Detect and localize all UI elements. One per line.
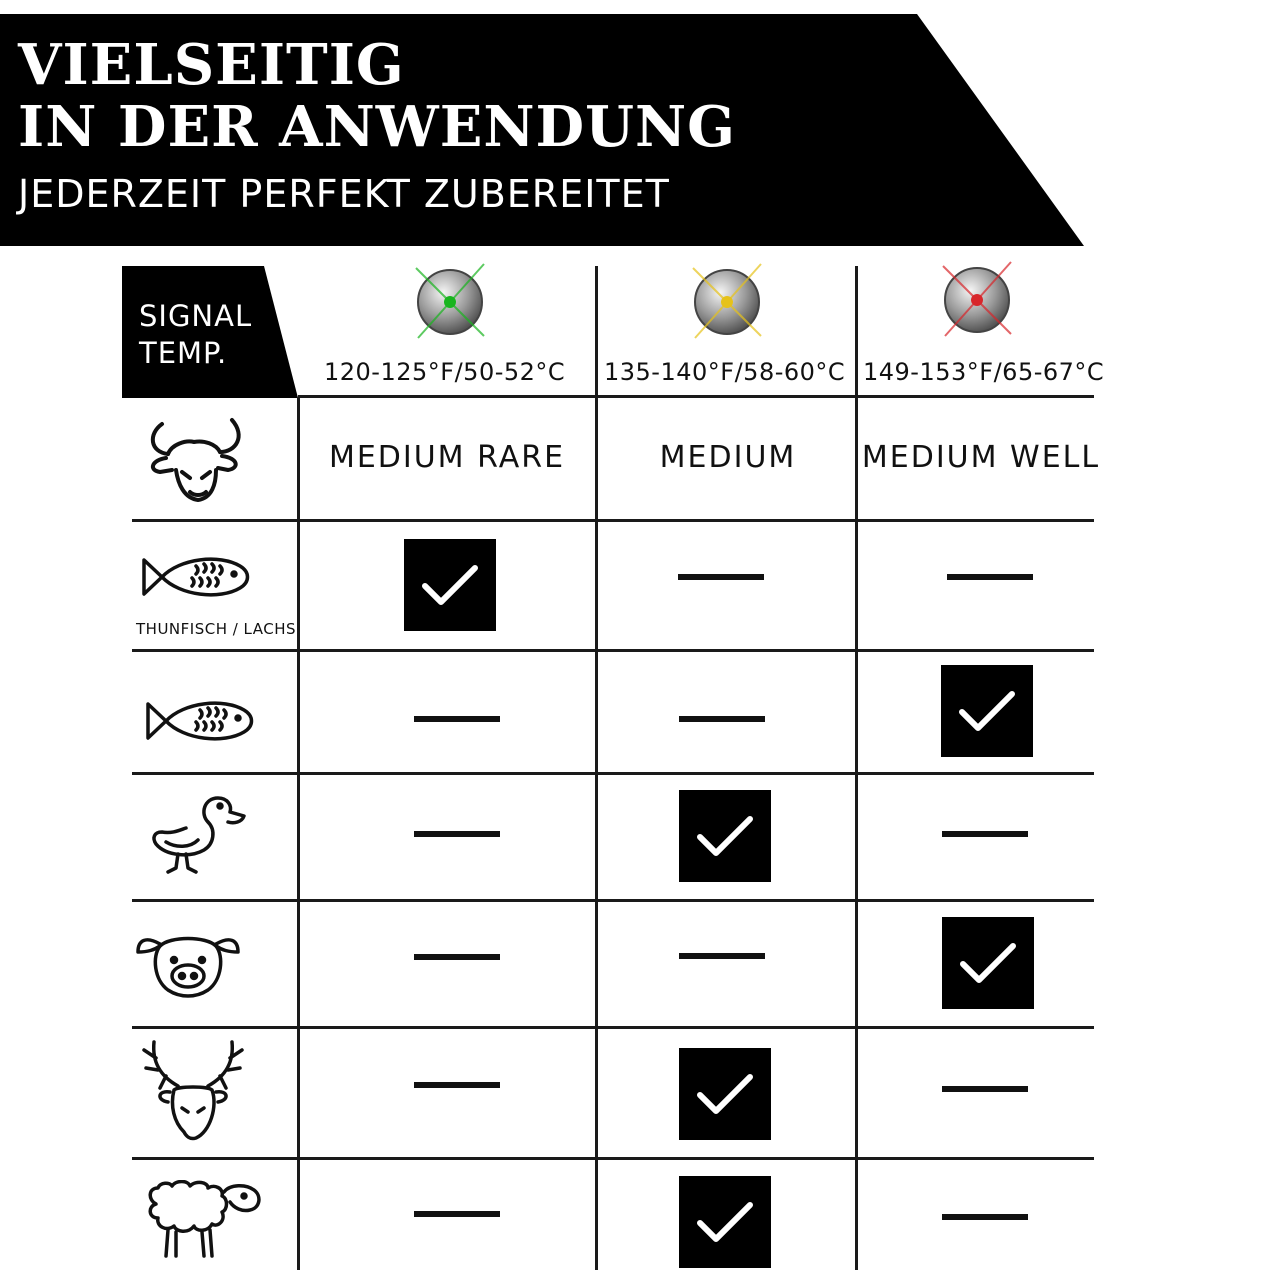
dash-mark-icon (414, 1082, 500, 1088)
doneness-label-col-3: MEDIUM WELL (861, 440, 1101, 475)
check-mark-icon (942, 917, 1034, 1009)
bull-icon (142, 414, 248, 506)
dash-mark-icon (942, 831, 1028, 837)
led-yellow-icon (683, 258, 771, 346)
dash-mark-icon (678, 574, 764, 580)
led-green-icon (406, 258, 494, 346)
signal-label-line-1: SIGNAL (139, 299, 253, 333)
grid-divider (297, 398, 300, 1270)
grid-divider (132, 519, 1094, 522)
doneness-label-col-1: MEDIUM RARE (328, 440, 566, 475)
temp-label-col-1: 120-125°F/50-52°C (324, 358, 566, 386)
dash-mark-icon (414, 1211, 500, 1217)
sheep-icon (142, 1180, 266, 1260)
temp-label-col-3: 149-153°F/65-67°C (863, 358, 1105, 386)
dash-mark-icon (414, 831, 500, 837)
check-mark-icon (941, 665, 1033, 757)
pig-icon (136, 930, 240, 1000)
grid-divider (298, 395, 1094, 398)
signal-temp-label (139, 298, 252, 372)
grid-divider (595, 266, 598, 1270)
grid-divider (132, 899, 1094, 902)
doneness-label-col-2: MEDIUM (659, 440, 797, 475)
grid-divider (855, 266, 858, 1270)
dash-mark-icon (942, 1214, 1028, 1220)
fish-icon (140, 552, 254, 602)
dash-mark-icon (679, 953, 765, 959)
grid-divider (132, 1157, 1094, 1160)
led-red-icon (933, 256, 1021, 344)
dash-mark-icon (947, 574, 1033, 580)
grid-divider (132, 649, 1094, 652)
signal-label-line-2: TEMP. (139, 336, 228, 370)
title-line-2: IN DER ANWENDUNG (18, 94, 736, 160)
temp-label-col-2: 135-140°F/58-60°C (604, 358, 846, 386)
dash-mark-icon (679, 716, 765, 722)
dash-mark-icon (942, 1086, 1028, 1092)
grid-divider (132, 1026, 1094, 1029)
duck-icon (146, 794, 250, 876)
fish-icon (144, 696, 258, 746)
page-title (18, 34, 736, 158)
row-1-animal-label: THUNFISCH / LACHS (136, 620, 297, 638)
dash-mark-icon (414, 954, 500, 960)
title-line-1: VIELSEITIG (18, 32, 405, 98)
check-mark-icon (404, 539, 496, 631)
dash-mark-icon (414, 716, 500, 722)
grid-divider (132, 772, 1094, 775)
check-mark-icon (679, 1048, 771, 1140)
check-mark-icon (679, 790, 771, 882)
check-mark-icon (679, 1176, 771, 1268)
deer-icon (140, 1036, 246, 1144)
page-subtitle: JEDERZEIT PERFEKT ZUBEREITET (18, 172, 670, 216)
